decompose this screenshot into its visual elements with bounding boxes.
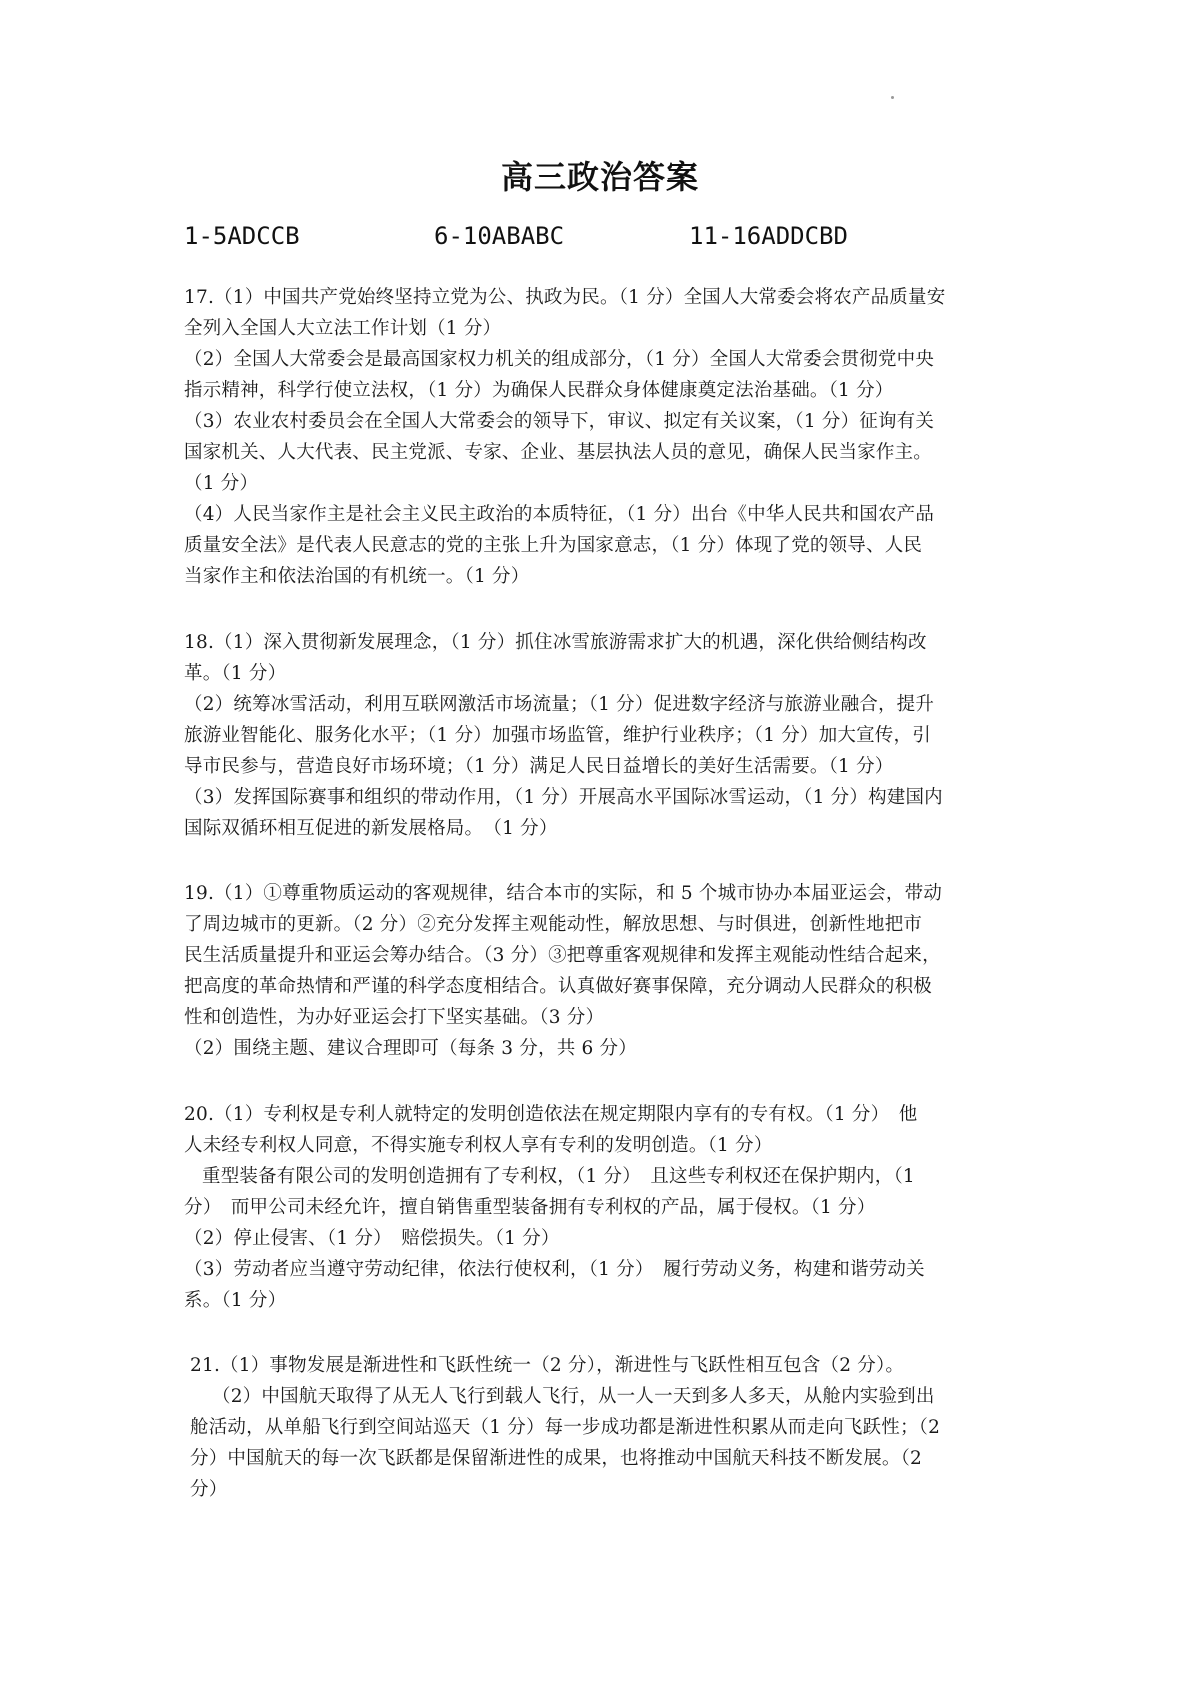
q21-line: 分） <box>190 1479 228 1500</box>
q17-line: 全列入全国人大立法工作计划（1 分） <box>184 318 502 339</box>
q20-line: 分） 而甲公司未经允许，擅自销售重型装备拥有专利权的产品，属于侵权。（1 分） <box>184 1197 876 1218</box>
question-18 <box>184 627 1026 844</box>
choice-answers-1-5: 1-5ADCCB <box>184 222 300 250</box>
q17-line: （2）全国人大常委会是最高国家权力机关的组成部分，（1 分）全国人大常委会贯彻党中央 <box>184 349 935 370</box>
q18-line: 18.（1）深入贯彻新发展理念，（1 分）抓住冰雪旅游需求扩大的机遇，深化供给侧结构改 <box>184 632 927 653</box>
q18-line: （2）统筹冰雪活动，利用互联网激活市场流量；（1 分）促进数字经济与旅游业融合，提升 <box>184 694 935 715</box>
q19-line: 19.（1）①尊重物质运动的客观规律，结合本市的实际，和 5 个城市协办本届亚运会，带动 <box>184 883 943 904</box>
q17-line: （3）农业农村委员会在全国人大常委会的领导下，审议、拟定有关议案，（1 分）征询有关 <box>184 411 935 432</box>
q20-line: 重型装备有限公司的发明创造拥有了专利权，（1 分） 且这些专利权还在保护期内，（1 <box>202 1166 915 1187</box>
q21-line: 分）中国航天的每一次飞跃都是保留渐进性的成果，也将推动中国航天科技不断发展。（2 <box>190 1448 923 1469</box>
q20-line: 人未经专利权人同意，不得实施专利权人享有专利的发明创造。（1 分） <box>184 1135 773 1156</box>
question-17 <box>184 282 1026 592</box>
q17-line: 17.（1）中国共产党始终坚持立党为公、执政为民。（1 分）全国人大常委会将农产品质量安 <box>184 287 946 308</box>
question-19 <box>184 878 1026 1064</box>
q17-line: 国家机关、人大代表、民主党派、专家、企业、基层执法人员的意见，确保人民当家作主。 <box>184 442 933 463</box>
choice-answers-6-10: 6-10ABABC <box>434 222 565 250</box>
q20-line: （3）劳动者应当遵守劳动纪律，依法行使权利，（1 分） 履行劳动义务，构建和谐劳动关 <box>184 1259 925 1280</box>
q19-line: 民生活质量提升和亚运会筹办结合。（3 分）③把尊重客观规律和发挥主观能动性结合起来， <box>184 945 941 966</box>
q20-line: （2）停止侵害、（1 分） 赔偿损失。（1 分） <box>184 1228 560 1249</box>
q19-line: 性和创造性，为办好亚运会打下坚实基础。（3 分） <box>184 1007 605 1028</box>
q17-line: 当家作主和依法治国的有机统一。（1 分） <box>184 566 530 587</box>
q17-line: 质量安全法》是代表人民意志的党的主张上升为国家意志，（1 分）体现了党的领导、人民 <box>184 535 923 556</box>
q17-line: （4）人民当家作主是社会主义民主政治的本质特征，（1 分）出台《中华人民共和国农产品 <box>184 504 935 525</box>
page-title: 高三政治答案 <box>500 158 699 196</box>
q18-line: 旅游业智能化、服务化水平；（1 分）加强市场监管，维护行业秩序；（1 分）加大宣传，引 <box>184 725 931 746</box>
q21-line: 21.（1）事物发展是渐进性和飞跃性统一（2 分），渐进性与飞跃性相互包含（2 分）。 <box>190 1355 905 1376</box>
choice-answers <box>184 222 848 250</box>
q18-line: 革。（1 分） <box>184 663 287 684</box>
q18-line: 国际双循环相互促进的新发展格局。 （1 分） <box>184 818 558 839</box>
q18-line: （3）发挥国际赛事和组织的带动作用，（1 分）开展高水平国际冰雪运动，（1 分）构建国内 <box>184 787 943 808</box>
q19-line: （2）围绕主题、建议合理即可（每条 3 分，共 6 分） <box>184 1038 637 1059</box>
question-21 <box>190 1350 1032 1505</box>
question-20 <box>184 1099 1026 1316</box>
q20-line: 20.（1）专利权是专利人就特定的发明创造依法在规定期限内享有的专有权。（1 分） 他 <box>184 1104 918 1125</box>
choice-answers-11-16: 11-16ADDCBD <box>689 222 848 250</box>
q17-line: 指示精神，科学行使立法权，（1 分）为确保人民群众身体健康奠定法治基础。（1 分） <box>184 380 894 401</box>
q17-line: （1 分） <box>184 473 259 494</box>
q19-line: 了周边城市的更新。（2 分）②充分发挥主观能动性，解放思想、与时俱进，创新性地把市 <box>184 914 923 935</box>
q21-line: （2）中国航天取得了从无人飞行到载人飞行，从一人一天到多人多天，从舱内实验到出 <box>212 1386 935 1407</box>
q20-line: 系。（1 分） <box>184 1290 287 1311</box>
scan-speck <box>891 96 894 99</box>
q21-line: 舱活动，从单船飞行到空间站巡天（1 分）每一步成功都是渐进性积累从而走向飞跃性；（2 <box>190 1417 941 1438</box>
q18-line: 导市民参与，营造良好市场环境；（1 分）满足人民日益增长的美好生活需要。（1 分） <box>184 756 894 777</box>
q19-line: 把高度的革命热情和严谨的科学态度相结合。认真做好赛事保障，充分调动人民群众的积极 <box>184 976 933 997</box>
